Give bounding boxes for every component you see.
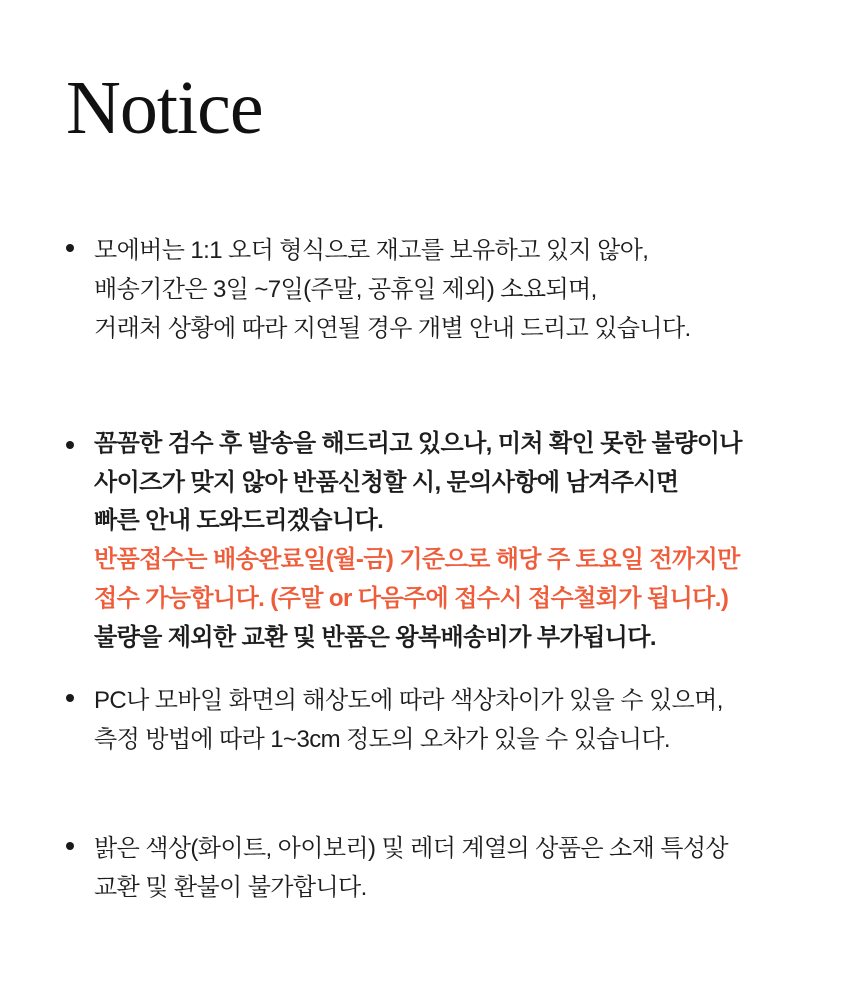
notice-line: 꼼꼼한 검수 후 발송을 해드리고 있으나, 미처 확인 못한 불량이나 bbox=[94, 429, 742, 457]
notice-line: 불량을 제외한 교환 및 반품은 왕복배송비가 부가됩니다. bbox=[94, 624, 656, 651]
notice-line-highlight: 접수 가능합니다. (주말 or 다음주에 접수시 접수철회가 됩니다.) bbox=[94, 585, 729, 613]
notice-item-color-difference bbox=[62, 682, 820, 760]
bullet-icon bbox=[66, 694, 74, 702]
notice-line: 배송기간은 3일 ~7일(주말, 공휴일 제외) 소요되며, bbox=[94, 275, 597, 303]
notice-line: 교환 및 환불이 불가합니다. bbox=[94, 873, 367, 901]
notice-line: PC나 모바일 화면의 해상도에 따라 색상차이가 있을 수 있으며, bbox=[94, 686, 723, 714]
notice-line-highlight: 반품접수는 배송완료일(월-금) 기준으로 해당 주 토요일 전까지만 bbox=[94, 546, 740, 574]
notice-line: 거래처 상황에 따라 지연될 경우 개별 안내 드리고 있습니다. bbox=[94, 314, 691, 342]
page-title: Notice bbox=[66, 66, 263, 150]
notice-item-shipping-policy bbox=[62, 232, 820, 349]
notice-line: 사이즈가 맞지 않아 반품신청할 시, 문의사항에 남겨주시면 bbox=[94, 468, 679, 496]
bullet-icon bbox=[66, 842, 74, 850]
notice-item-return-policy bbox=[62, 425, 820, 658]
notice-line: 밝은 색상(화이트, 아이보리) 및 레더 계열의 상품은 소재 특성상 bbox=[94, 834, 728, 862]
notice-line: 모에버는 1:1 오더 형식으로 재고를 보유하고 있지 않아, bbox=[94, 237, 649, 264]
notice-line: 측정 방법에 따라 1~3cm 정도의 오차가 있을 수 있습니다. bbox=[94, 725, 670, 753]
notice-item-light-color-exchange bbox=[62, 830, 820, 908]
notice-list bbox=[62, 232, 820, 907]
bullet-icon bbox=[66, 441, 74, 449]
bullet-icon bbox=[66, 244, 74, 252]
notice-line: 빠른 안내 도와드리겠습니다. bbox=[94, 507, 384, 535]
